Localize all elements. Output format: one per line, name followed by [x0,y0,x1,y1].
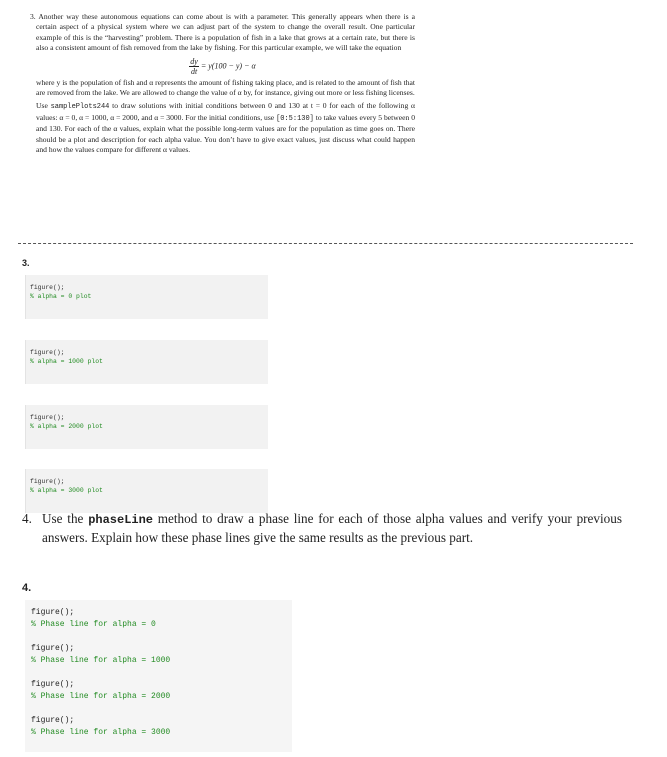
code-cell-content [30,348,268,366]
code-comment: % alpha = 0 plot [30,293,92,300]
figure-call: figure(); [31,680,75,689]
code-comment: % Phase line for alpha = 1000 [31,656,171,665]
section-3-label: 3. [22,258,30,268]
code-cell-content [30,477,268,495]
derivative-denominator: dt [190,66,198,76]
code-cell-phase-lines[interactable] [25,600,292,752]
code-cell-content [31,607,292,739]
problem-4-text-a: Use the [42,511,89,526]
code-comment: % Phase line for alpha = 2000 [31,692,171,701]
section-divider [18,243,633,244]
problem-3-para-3 [30,101,415,155]
figure-call: figure(); [31,716,75,725]
problem-4-text [22,510,622,547]
phase-line-code: phaseLine [88,513,153,527]
derivative-numerator: dy [190,56,198,66]
section-4-label: 4. [22,582,32,594]
code-cell-alpha-2000[interactable] [25,405,268,449]
problem-3-intro: Another way these autonomous equations can come about is with a parameter. This generally appears when there is a certain aspect of a physical system where we can adjust part of the system to change the overall result. One particular example of this is the “harvesting” problem. There is a population of fish in a lake that grows at a certain rate, but there is also a consistent amount of fish removed from the lake by fishing. For this particular example, we will take the equation [36,12,415,53]
problem-3-para-1 [30,12,415,54]
problem-3-number: 3. [30,12,36,21]
code-comment: % Phase line for alpha = 0 [31,620,156,629]
code-cell-content [30,413,268,431]
initial-conditions-code: [0:5:130] [276,114,314,123]
para-3-text-b: to draw solutions with initial conditions between 0 and 130 at t = 0 for each of the following α values: α = 0, α = 1000, α = 2000, and α = 3000. For the initial conditions, use [36,101,415,122]
figure-call: figure(); [31,608,75,617]
problem-4-number: 4. [22,511,32,526]
code-cell-alpha-3000[interactable] [25,469,268,513]
code-cell-alpha-1000[interactable] [25,340,268,384]
para-3-text-c: to take values every 5 between 0 and 130. For each of the α values, explain what the possible long-term values are for the population as time goes on. There should be a plot and description for each alpha value. You don’t have to give exact values, just discuss what could happen and how the values compare for different α values. [36,112,416,155]
code-comment: % alpha = 3000 plot [30,487,103,494]
code-comment: % alpha = 1000 plot [30,358,103,365]
code-comment: % Phase line for alpha = 3000 [31,728,171,737]
problem-3-para-2: where y is the population of fish and α represents the amount of fishing taking place, and is related to the amount of fish that are removed from the lake. We are allowed to change the value of α by, for instance, giving out more or less fishing licenses. [36,77,415,98]
code-cell-alpha-0[interactable] [25,275,268,319]
code-cell-content [30,283,268,301]
figure-call: figure(); [30,349,65,356]
problem-4-statement [22,510,622,547]
figure-call: figure(); [30,478,65,485]
harvesting-equation [30,57,415,76]
equation-rhs: = y(100 − y) − α [200,60,256,70]
para-3-text-a: Use [36,101,51,111]
problem-4-text-b: method to draw a phase line for each of those alpha values and verify your previous answers. Explain how these phase lines give the same results as the previous part. [42,511,622,545]
derivative-fraction [189,57,199,76]
problem-3-statement [30,12,415,155]
figure-call: figure(); [30,284,65,291]
figure-call: figure(); [30,414,65,421]
code-comment: % alpha = 2000 plot [30,423,103,430]
sample-plots-code: samplePlots244 [50,103,110,112]
figure-call: figure(); [31,644,75,653]
